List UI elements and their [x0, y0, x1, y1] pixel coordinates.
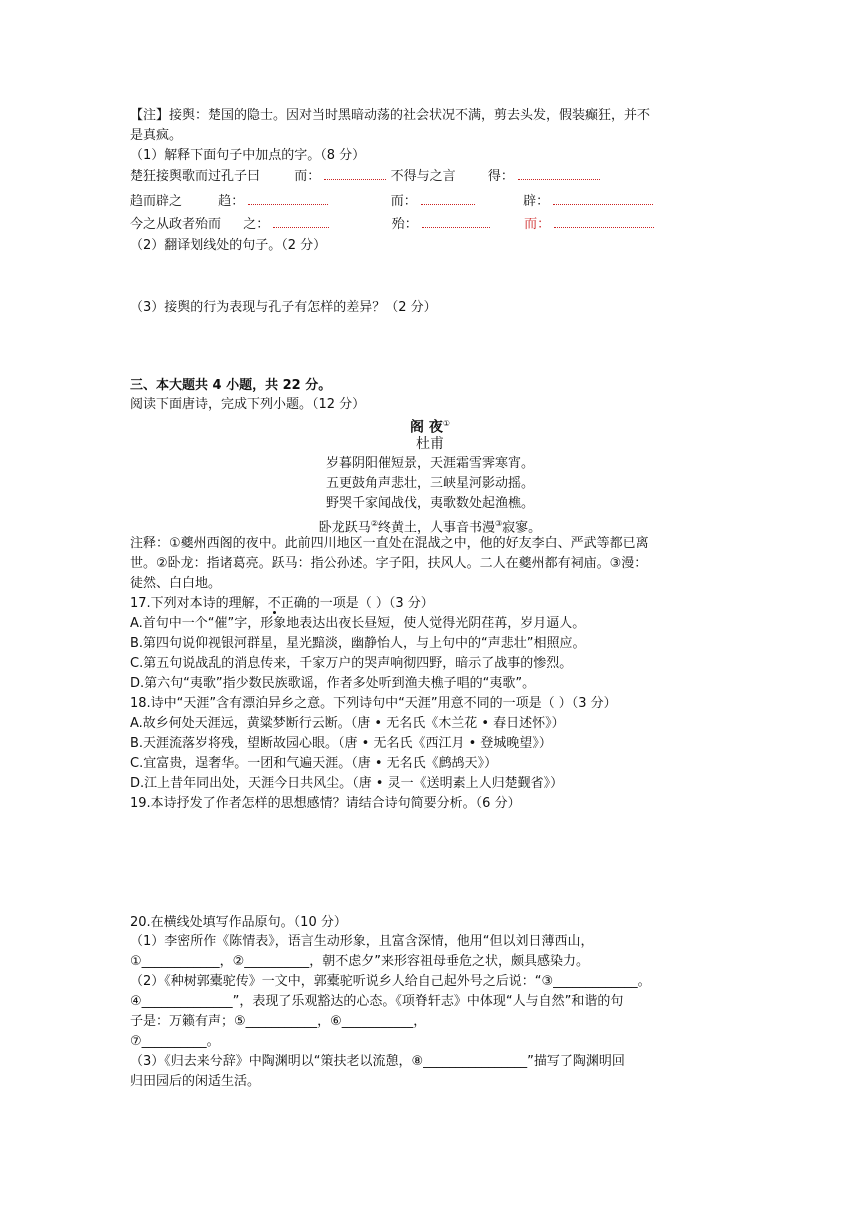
q20-part1-line2: ①____________，②__________，朝不虑夕”来形容祖母垂危之状，颇具感染力。	[130, 954, 590, 969]
poem-line-4b: 终黄土，人事音书漫	[377, 520, 495, 536]
explain-sentence-1a: 楚狂接舆歌而过孔子曰	[130, 169, 261, 184]
q17-stem-not: 不	[267, 596, 281, 611]
answer-blank[interactable]	[554, 213, 654, 228]
explain-row-2	[130, 190, 745, 212]
explain-word-label-4: 而：	[390, 194, 417, 209]
q17-option-a: A.首句中一个“催”字，形象地表达出夜长昼短，使人觉得光阴荏苒，岁月逼人。	[130, 616, 586, 631]
q20-part3-line1: （3）《归去来兮辞》中陶渊明以“策扶老以流憩，⑧________________”描写了陶渊明回	[130, 1054, 625, 1069]
answer-blank[interactable]	[273, 213, 329, 228]
poem-title-text: 阁 夜	[409, 419, 443, 436]
explain-word-label-8: 而：	[524, 217, 551, 232]
q20-part3-line2: 归田园后的闲适生活。	[130, 1074, 261, 1089]
poem-line-1: 岁暮阴阳催短景，天涯霜雪霁寒宵。	[325, 456, 534, 471]
poem-footnote-mark-3: ③	[495, 519, 503, 528]
poem-line-4a: 卧龙跃马	[318, 520, 371, 536]
q17-option-c: C.第五句说战乱的消息传来，千家万户的哭声响彻四野，暗示了战事的惨烈。	[130, 656, 573, 671]
explain-word-label-1: 而：	[294, 169, 321, 184]
explain-row-1	[130, 165, 745, 187]
answer-blank[interactable]	[518, 165, 600, 180]
explain-question-title: （1）解释下面句子中加点的字。（8 分）	[130, 148, 366, 163]
q18-option-c: C.宜富贵，逞奢华。一团和气遍天涯。（唐 • 无名氏《鹧鸪天》）	[130, 756, 498, 771]
poem-footnote-mark-2: ②	[370, 519, 378, 528]
q20-part2-line4: ⑦__________。	[130, 1034, 220, 1049]
q20-part2-line1: （2）《种树郭橐驼传》一文中，郭橐驼听说乡人给自己起外号之后说：“③_____________。	[130, 974, 651, 989]
q20-part1-line1: （1）李密所作《陈情表》，语言生动形象，且富含深情，他用“但以刘日薄西山，	[130, 934, 594, 949]
q17-stem-b: 正确的一项是（ ）（3 分）	[280, 596, 434, 611]
translate-question: （2）翻译划线处的句子。（2 分）	[130, 238, 327, 253]
section-intro: 阅读下面唐诗，完成下列小题。（12 分）	[130, 397, 366, 412]
q17-stem	[130, 594, 745, 614]
answer-blank[interactable]	[553, 190, 653, 205]
q18-option-b: B.天涯流落岁将残，望断故园心眼。（唐 • 无名氏《西江月 • 登城晚望》）	[130, 736, 552, 751]
explain-word-label-2: 得：	[487, 169, 514, 184]
q18-option-d: D.江上昔年同出处，天涯今日共风尘。（唐 • 灵一《送明素上人归楚觐省》）	[130, 776, 564, 791]
explain-word-label-7: 殆：	[391, 217, 418, 232]
explain-row-3	[130, 213, 745, 235]
answer-blank[interactable]	[324, 165, 386, 180]
q18-option-a: A.故乡何处天涯远，黄粱梦断行云断。（唐 • 无名氏《木兰花 • 春日述怀》）	[130, 716, 565, 731]
answer-blank[interactable]	[248, 190, 328, 205]
poem-author: 杜甫	[416, 436, 444, 452]
poem-notes-line-3: 徒然、白白地。	[130, 576, 222, 591]
note-line-2: 是真疯。	[130, 128, 183, 143]
answer-blank[interactable]	[421, 190, 475, 205]
explain-sentence-2: 趋而辟之	[130, 194, 183, 209]
q18-stem: 18.诗中“天涯”含有漂泊异乡之意。下列诗句中“天涯”用意不同的一项是（ ）（3 分）	[130, 696, 617, 711]
explain-word-label-3: 趋：	[218, 194, 245, 209]
q17-option-d: D.第六句“夷歌”指少数民族歌谣，作者多处听到渔夫樵子唱的“夷歌”。	[130, 676, 536, 691]
poem-line-4c: 寂寥。	[502, 520, 542, 536]
section-heading: 三、本大题共 4 小题，共 22 分。	[130, 378, 332, 393]
answer-blank[interactable]	[422, 213, 490, 228]
q19-stem: 19.本诗抒发了作者怎样的思想感情？请结合诗句简要分析。（6 分）	[130, 796, 521, 811]
poem-line-3: 野哭千家闻战伐，夷歌数处起渔樵。	[325, 496, 534, 511]
poem-notes-line-1: 注释：①夔州西阁的夜中。此前四川地区一直处在混战之中，他的好友李白、严武等都已离	[130, 536, 649, 551]
explain-sentence-3: 今之从政者殆而	[130, 217, 222, 232]
q17-stem-a: 17.下列对本诗的理解，	[130, 596, 268, 611]
explain-word-label-6: 之：	[243, 217, 270, 232]
poem-title-footnote-mark: ①	[442, 419, 451, 428]
explain-sentence-1b: 不得与之言	[390, 169, 456, 184]
poem-line-2: 五更鼓角声悲壮，三峡星河影动摇。	[325, 476, 534, 491]
note-line-1: 【注】接舆：楚国的隐士。因对当时黑暗动荡的社会状况不满，剪去头发，假装癫狂，并不	[130, 108, 651, 123]
poem-notes-line-2: 世。②卧龙：指诸葛亮。跃马：指公孙述。字子阳，扶风人。二人在夔州都有祠庙。③漫：	[130, 556, 648, 571]
q17-option-b: B.第四句说仰视银河群星，星光黯淡，幽静怡人，与上句中的“声悲壮”相照应。	[130, 636, 586, 651]
compare-question: （3）接舆的行为表现与孔子有怎样的差异？（2 分）	[130, 300, 437, 315]
q20-stem: 20.在横线处填写作品原句。（10 分）	[130, 915, 347, 930]
q20-part2-line2: ④______________”，表现了乐观豁达的心态。《项脊轩志》中体现“人与自然”和谐的句	[130, 994, 624, 1009]
explain-word-label-5: 辟：	[523, 194, 550, 209]
q20-part2-line3: 子是：万籁有声；⑤___________，⑥___________，	[130, 1014, 427, 1029]
